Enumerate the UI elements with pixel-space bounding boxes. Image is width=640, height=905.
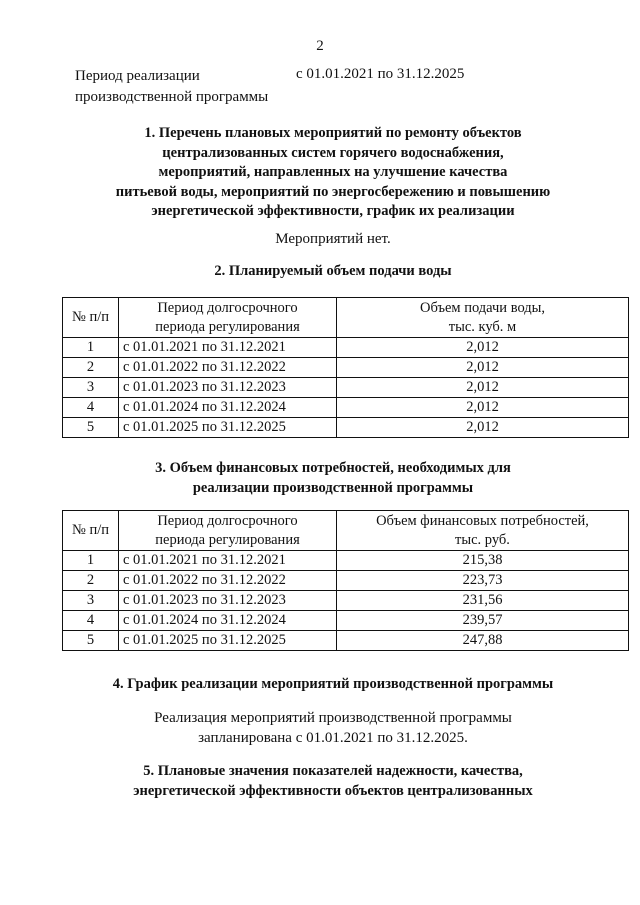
header-period-line1: Период долгосрочного: [157, 299, 298, 316]
table-row: [63, 378, 629, 398]
header-period-line2: периода регулирования: [155, 318, 300, 335]
table-row: [63, 591, 629, 611]
header-num: № п/п: [63, 298, 119, 338]
table-row: [63, 358, 629, 378]
row-num: 5: [63, 418, 119, 438]
row-value: 223,73: [337, 571, 629, 591]
section4-text-line2: запланирована с 01.01.2021 по 31.12.2025.: [198, 730, 468, 746]
financial-needs-table: [62, 510, 629, 651]
header-value-line2: тыс. руб.: [455, 531, 510, 548]
header-value-line2: тыс. куб. м: [448, 318, 517, 335]
row-num: 1: [63, 338, 119, 358]
header-value-line1: Объем подачи воды,: [419, 299, 546, 316]
row-value: 247,88: [337, 631, 629, 651]
row-num: 4: [63, 611, 119, 631]
row-num: 2: [63, 358, 119, 378]
row-period: с 01.01.2021 по 31.12.2021: [119, 338, 337, 358]
row-period: с 01.01.2023 по 31.12.2023: [119, 378, 337, 398]
row-period: с 01.01.2024 по 31.12.2024: [119, 611, 337, 631]
page-number: 2: [316, 38, 324, 54]
header-period-line1: Период долгосрочного: [157, 512, 298, 529]
row-value: 2,012: [337, 418, 629, 438]
header-num: № п/п: [63, 511, 119, 551]
section4-text: [0, 708, 640, 748]
row-value: 2,012: [337, 338, 629, 358]
row-value: 2,012: [337, 378, 629, 398]
row-period: с 01.01.2022 по 31.12.2022: [119, 358, 337, 378]
header-period-line2: периода регулирования: [155, 531, 300, 548]
section1-heading: [0, 124, 640, 222]
table-row: [63, 551, 629, 571]
table-row: [63, 631, 629, 651]
table-row: [63, 338, 629, 358]
section5-title-line2: энергетической эффективности объектов централизованных: [133, 782, 533, 799]
row-num: 3: [63, 378, 119, 398]
row-value: 239,57: [337, 611, 629, 631]
section5-title: [0, 762, 640, 801]
row-period: с 01.01.2025 по 31.12.2025: [119, 631, 337, 651]
table-row: [63, 611, 629, 631]
row-period: с 01.01.2024 по 31.12.2024: [119, 398, 337, 418]
row-num: 5: [63, 631, 119, 651]
section4-text-line1: Реализация мероприятий производственной программы: [154, 710, 512, 726]
row-value: 2,012: [337, 398, 629, 418]
section5-title-line1: 5. Плановые значения показателей надежности, качества,: [143, 763, 523, 779]
table-row: [63, 398, 629, 418]
row-num: 4: [63, 398, 119, 418]
period-label-line1: Период реализации: [75, 68, 200, 84]
section3-title: [0, 459, 640, 498]
row-value: 2,012: [337, 358, 629, 378]
row-period: с 01.01.2023 по 31.12.2023: [119, 591, 337, 611]
header-period: [119, 298, 337, 338]
period-label-line2: производственной программы: [75, 89, 269, 105]
section1-note: Мероприятий нет.: [275, 231, 391, 247]
section1-heading-line: централизованных систем горячего водоснабжения,: [162, 144, 504, 161]
table-row: [63, 418, 629, 438]
section1-heading-line: 1. Перечень плановых мероприятий по ремонту объектов: [144, 125, 522, 141]
row-period: с 01.01.2021 по 31.12.2021: [119, 551, 337, 571]
row-value: 231,56: [337, 591, 629, 611]
table-header-row: [63, 511, 629, 551]
table-header-row: [63, 298, 629, 338]
row-value: 215,38: [337, 551, 629, 571]
row-num: 3: [63, 591, 119, 611]
row-num: 1: [63, 551, 119, 571]
section1-heading-line: питьевой воды, мероприятий по энергосбережению и повышению: [115, 183, 551, 200]
row-period: с 01.01.2022 по 31.12.2022: [119, 571, 337, 591]
period-value: с 01.01.2021 по 31.12.2025: [296, 66, 465, 82]
row-num: 2: [63, 571, 119, 591]
period-label: [75, 66, 268, 108]
section1-heading-line: энергетической эффективности, график их реализации: [151, 203, 515, 219]
header-value: [337, 298, 629, 338]
section3-title-line1: 3. Объем финансовых потребностей, необходимых для: [155, 460, 511, 476]
header-period: [119, 511, 337, 551]
section4-title: 4. График реализации мероприятий производственной программы: [112, 676, 554, 692]
section2-title: 2. Планируемый объем подачи воды: [214, 263, 452, 279]
table-row: [63, 571, 629, 591]
water-volume-table: [62, 297, 629, 438]
section1-heading-line: мероприятий, направленных на улучшение качества: [158, 164, 508, 180]
row-period: с 01.01.2025 по 31.12.2025: [119, 418, 337, 438]
section3-title-line2: реализации производственной программы: [192, 479, 474, 496]
header-value: [337, 511, 629, 551]
header-value-line1: Объем финансовых потребностей,: [376, 512, 589, 529]
